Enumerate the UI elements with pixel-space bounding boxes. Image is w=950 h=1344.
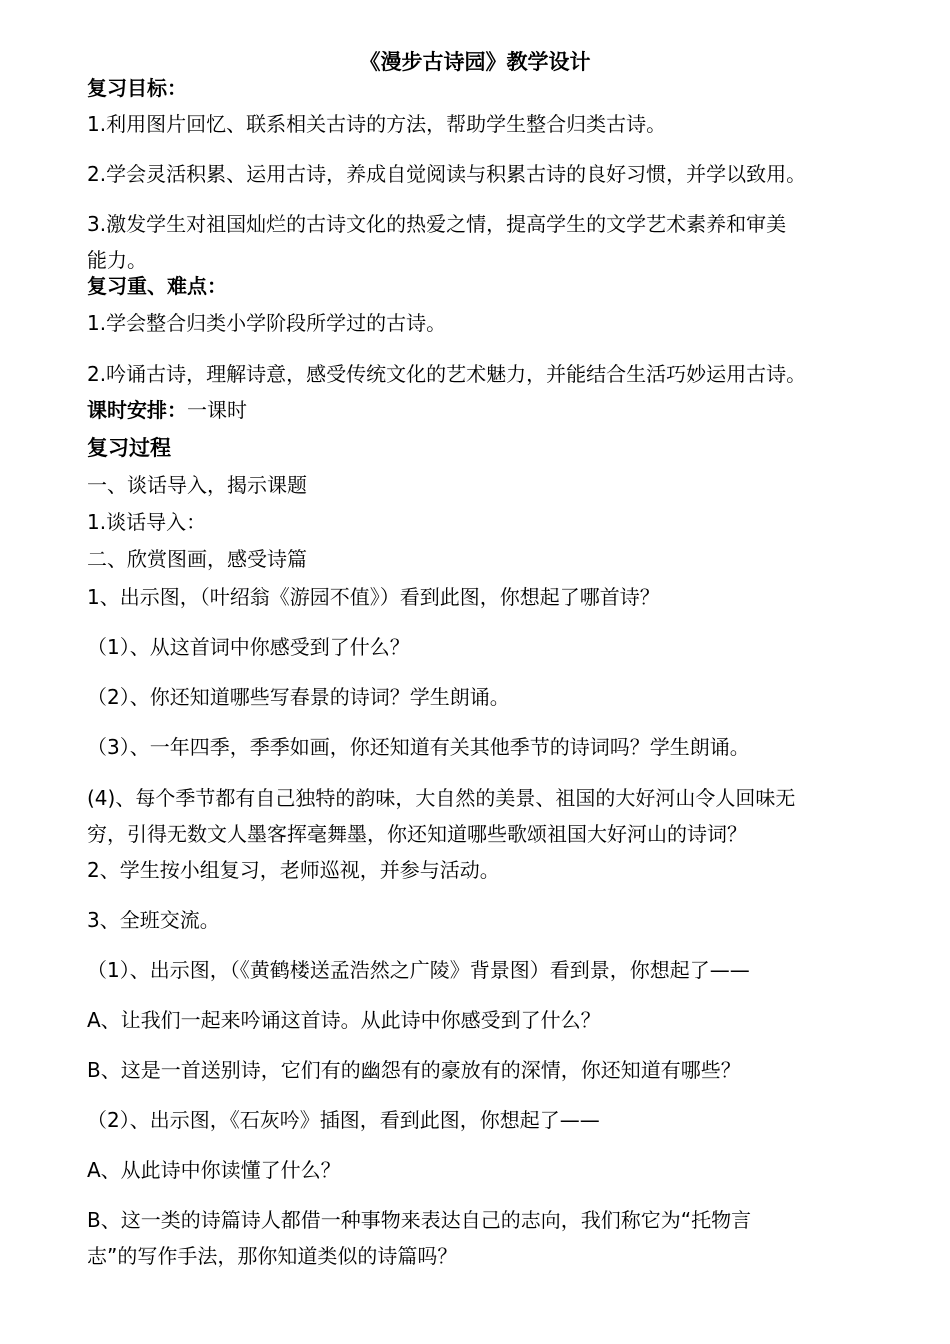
process-paragraph: （2）、你还知道哪些写春景的诗词？学生朗诵。 [87,685,510,709]
process-paragraph: 二、欣赏图画，感受诗篇 [87,547,307,571]
process-paragraph: 一、谈话导入，揭示课题 [87,473,307,497]
key-points-heading: 复习重、难点： [87,274,227,298]
goal-1: 1.利用图片回忆、联系相关古诗的方法，帮助学生整合归类古诗。 [87,112,667,136]
process-paragraph: 1、出示图，（叶绍翁《游园不值》）看到此图，你想起了哪首诗？ [87,585,660,609]
process-paragraph: 2、学生按小组复习，老师巡视，并参与活动。 [87,858,500,882]
goal-3-line-1: 3.激发学生对祖国灿烂的古诗文化的热爱之情，提高学生的文学艺术素养和审美 [87,212,787,236]
process-paragraph: 志”的写作手法，那你知道类似的诗篇吗？ [87,1244,458,1268]
process-paragraph: （1）、出示图，（《黄鹤楼送孟浩然之广陵》背景图）看到景，你想起了—— [87,958,750,982]
process-paragraph: B、这是一首送别诗，它们有的幽怨有的豪放有的深情，你还知道有哪些？ [87,1058,741,1082]
key-point-2: 2.吟诵古诗，理解诗意，感受传统文化的艺术魅力，并能结合生活巧妙运用古诗。 [87,362,807,386]
key-point-1: 1.学会整合归类小学阶段所学过的古诗。 [87,311,447,335]
process-paragraph: 3、全班交流。 [87,908,220,932]
goal-3-line-2: 能力。 [87,248,147,272]
process-paragraph: A、让我们一起来吟诵这首诗。从此诗中你感受到了什么？ [87,1008,601,1032]
process-paragraph: 穷，引得无数文人墨客挥毫舞墨，你还知道哪些歌颂祖国大好河山的诗词？ [87,822,747,846]
process-paragraph: A、从此诗中你读懂了什么？ [87,1158,341,1182]
process-paragraph: B、这一类的诗篇诗人都借一种事物来表达自己的志向，我们称它为“托物言 [87,1208,752,1232]
process-paragraph: （3）、一年四季，季季如画，你还知道有关其他季节的诗词吗？学生朗诵。 [87,735,750,759]
review-goals-heading: 复习目标： [87,76,187,100]
process-paragraph: 1.谈话导入： [87,510,207,534]
process-heading: 复习过程 [87,436,171,460]
schedule-value: 一课时 [187,398,247,422]
process-paragraph: (4)、每个季节都有自己独特的韵味，大自然的美景、祖国的大好河山令人回味无 [87,786,796,810]
process-paragraph: （1）、从这首词中你感受到了什么？ [87,635,410,659]
schedule-label: 课时安排： [87,398,187,422]
schedule-line [87,396,247,424]
goal-2: 2.学会灵活积累、运用古诗，养成自觉阅读与积累古诗的良好习惯，并学以致用。 [87,162,807,186]
process-paragraph: （2）、出示图，《石灰吟》插图，看到此图，你想起了—— [87,1108,600,1132]
document-title: 《漫步古诗园》教学设计 [359,50,591,74]
